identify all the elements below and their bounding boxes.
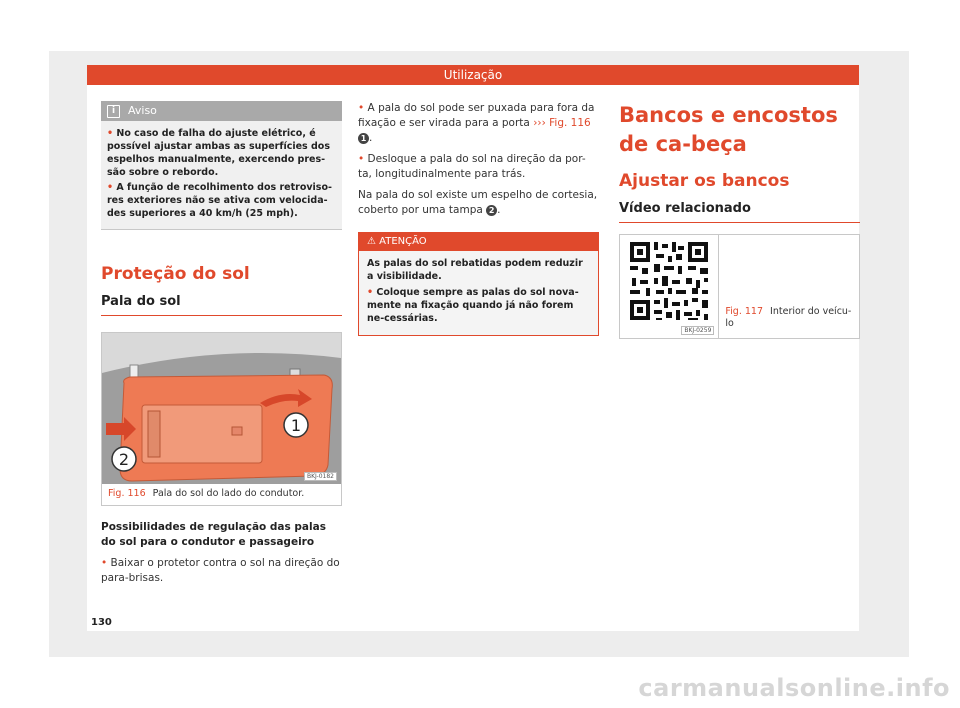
fig-link[interactable]: ››› Fig. 116 (533, 117, 591, 129)
bullet-icon: • (358, 153, 365, 165)
warning-box (358, 232, 599, 336)
warning-bullet: • Coloque sempre as palas do sol nova-mente na fixação quando já não forem ne-cessárias. (367, 287, 579, 324)
warning-icon: ⚠ (367, 236, 376, 247)
note-title: Aviso (128, 104, 157, 117)
watermark: carmanualsonline.info (638, 674, 950, 702)
warning-header (359, 233, 598, 251)
warning-title: ATENÇÃO (379, 236, 427, 247)
figure-caption-text: Pala do sol do lado do condutor. (152, 488, 305, 499)
note-header (101, 101, 342, 121)
section-subtitle: Ajustar os bancos (619, 171, 790, 191)
note-item: • A função de recolhimento dos retroviso-res exteriores não se ativa com velocida-des superiores a 40 km/h (25 mph). (107, 182, 332, 219)
info-icon: i (107, 105, 120, 118)
column-middle (358, 101, 599, 336)
figure-caption-text: Interior do veícu-lo (725, 306, 852, 329)
page-header: Utilização (87, 65, 859, 85)
column-left (101, 101, 342, 592)
video-heading: Vídeo relacionado (619, 201, 860, 223)
figure-ref: Fig. 117 (725, 306, 764, 317)
qr-code-icon (626, 238, 722, 334)
possib-heading: Possibilidades de regulação das palas do sol para o condutor e passageiro (101, 521, 326, 548)
page-number: 130 (91, 617, 112, 628)
bullet-icon: • (107, 128, 114, 139)
col2-bullet: • Desloque a pala do sol na direção da por-ta, longitudinalmente para trás. (358, 153, 586, 180)
sun-visor-image (102, 333, 341, 484)
warning-body (359, 251, 598, 335)
section-title-large: Bancos e encostos de ca-beça (619, 103, 838, 156)
section-title: Proteção do sol (101, 264, 250, 284)
callout-badge-1: 1 (358, 133, 369, 144)
figure-callout-1: 1 (290, 416, 302, 435)
section-subtitle: Pala do sol (101, 294, 342, 316)
sun-visor-illustration (102, 333, 341, 484)
note-body (101, 121, 342, 229)
figure-callout-2: 2 (118, 450, 130, 469)
figure-caption (102, 484, 341, 505)
possib-section (101, 520, 342, 586)
callout-badge-2: 2 (486, 205, 497, 216)
note-box (101, 101, 342, 230)
column-right (619, 101, 860, 339)
possib-bullet: • Baixar o protetor contra o sol na direção do para-brisas. (101, 557, 340, 584)
bullet-icon: • (358, 102, 365, 114)
figure-117 (619, 234, 860, 339)
bullet-icon: • (101, 557, 108, 569)
warning-text: As palas do sol rebatidas podem reduzir a visibilidade. (367, 258, 583, 282)
image-code: BKJ-0259 (681, 326, 714, 335)
qr-code-image[interactable] (620, 235, 719, 338)
col2-bullet: • A pala do sol pode ser puxada para fora da fixação e ser virada para a porta ››› Fig. 116 1 . (358, 102, 595, 144)
figure-caption (719, 235, 859, 338)
bullet-icon: • (367, 287, 374, 298)
col2-text (358, 101, 599, 218)
image-code: BKJ-0182 (304, 472, 337, 481)
figure-ref: Fig. 116 (108, 488, 146, 499)
col2-paragraph: Na pala do sol existe um espelho de cortesia, coberto por uma tampa 2 . (358, 189, 598, 216)
note-item: • No caso de falha do ajuste elétrico, é possível ajustar ambas as superfícies dos espelhos manualmente, exercendo pres-são sobre o rebordo. (107, 128, 330, 178)
figure-116 (101, 332, 342, 506)
bullet-icon: • (107, 182, 114, 193)
